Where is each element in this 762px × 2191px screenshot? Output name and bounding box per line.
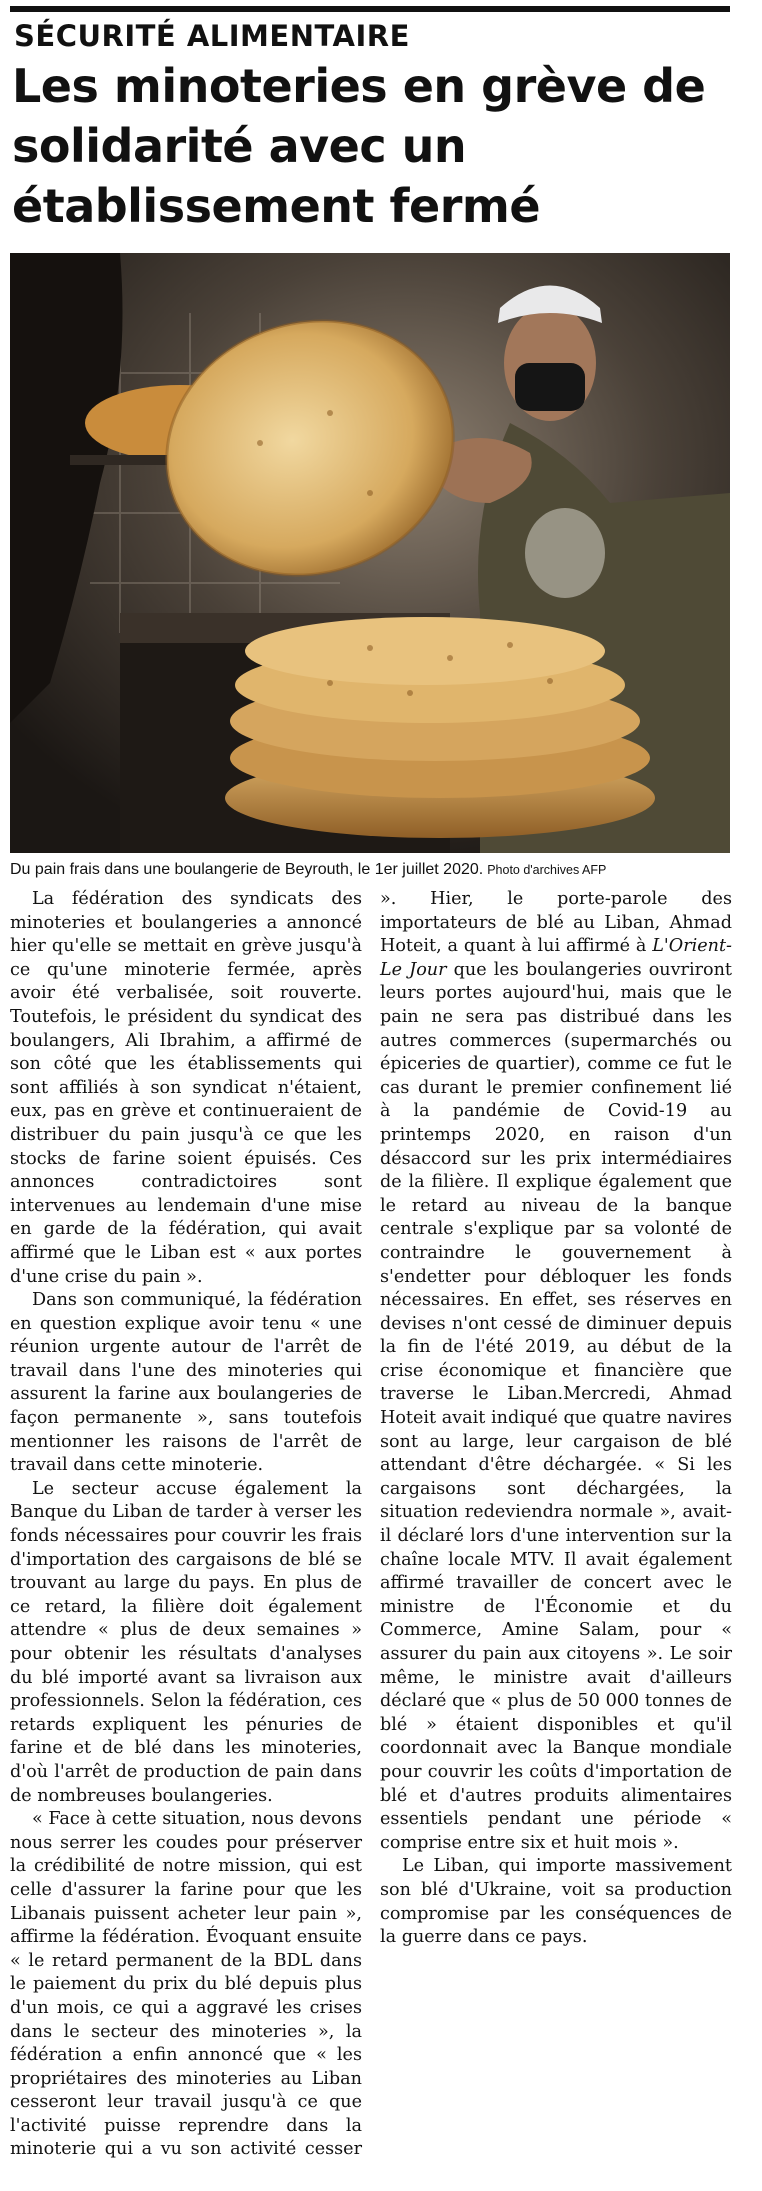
article-photo — [10, 253, 730, 853]
paragraph-4-continuation: Mercredi, Ahmad Hoteit avait indiqué que quatre navires sont au large, leur cargaison de blé attendant d'être déchargée. « Si les cargaisons sont déchargées, la situation redeviendra normale », avait-il déclaré lors d'une intervention sur la chaîne locale MTV. Il avait également affirmé travailler de concert avec le ministre de l'Économie et du Commerce, Amine Salam, pour « assurer du pain aux citoyens ». Le soir même, le ministre avait d'ailleurs déclaré que « plus de 50 000 tonnes de blé » étaient disponibles et qu'il coordonnait avec la Banque mondiale pour couvrir les coûts d'importation de blé et d'autres produits alimentaires essentiels pendant une période « comprise entre six et huit mois ». — [380, 1384, 733, 1853]
section-kicker: SÉCURITÉ ALIMENTAIRE — [14, 19, 410, 53]
article-headline: Les minoteries en grève de solidarité avec un établissement fermé — [12, 59, 706, 233]
top-rule — [10, 6, 730, 12]
paragraph-4-text: « Face à cette situation, nous devons nous serrer les coudes pour préserver la crédibilité de notre mission, qui est celle d'assurer la farine pour que les Libanais puissent acheter leur pain », affirme la fédération. Évoquant ensuite « le retard permanent de la BDL dans le paiement du prix du blé depuis plus d'un mois, ce qui a aggravé les crises dans le secteur des minoteries », la fédération a enfin annoncé que « les propriétaires des minoteries au Liban cesseront leur travail jusqu'à ce que l'activité puisse reprendre dans la minoterie qui a vu son activité cesser ». Hier, le porte-parole des importateurs de blé au Liban, Ahmad Hoteit, a quant à lui affirmé à — [10, 889, 732, 2160]
newspaper-name: L'Orient-Le Jour — [380, 936, 732, 980]
paragraph-4-tail: que les boulangeries ouvriront leurs portes aujourd'hui, mais que le pain ne sera pas distribué dans les autres commerces (supermarchés ou épiceries de quartier), comme ce fut le cas durant le premier confinement lié à la pandémie de Covid-19 au printemps 2020, en raison d'un désaccord sur les prix intermédiaires de la filière. Il explique également que le retard au niveau de la banque centrale s'explique par sa volonté de contraindre le gouvernement à s'endetter pour débloquer les fonds nécessaires. En effet, ses réserves en devises n'ont cessé de diminuer depuis la fin de l'été 2019, au début de la crise économique et financière que traverse le Liban. — [380, 959, 732, 1405]
caption-text: Du pain frais dans une boulangerie de Beyrouth, le 1er juillet 2020. — [10, 861, 484, 878]
paragraph-1: La fédération des syndicats des minoteries et boulangeries a annoncé hier qu'elle se mettait en grève jusqu'à ce qu'une minoterie fermée, après avoir été verbalisée, soit rouverte. Toutefois, le président du syndicat des boulangers, Ali Ibrahim, a affirmé de son côté que les établissements qui sont affiliés à son syndicat n'étaient, eux, pas en grève et continueraient de distribuer du pain jusqu'à ce que les stocks de farine soient épuisés. Ces annonces contradictoires sont intervenues au lendemain d'une mise en garde de la fédération, qui avait affirmé que le Liban est « aux portes d'une crise du pain ». — [10, 889, 362, 1287]
photo-caption — [10, 860, 730, 880]
article-body — [10, 888, 732, 2183]
paragraph-2: Dans son communiqué, la fédération en question explique avoir tenu « une réunion urgente autour de l'arrêt de travail dans l'une des minoteries qui assurent la farine aux boulangeries de façon permanente », sans toutefois mentionner les raisons de l'arrêt de travail dans cette minoterie. — [10, 1290, 362, 1476]
photo-credit: Photo d'archives AFP — [487, 863, 607, 877]
paragraph-3: Le secteur accuse également la Banque du Liban de tarder à verser les fonds nécessaires pour couvrir les frais d'importation des cargaisons de blé se trouvant au large du pays. En plus de ce retard, la filière doit également attendre « plus de deux semaines » pour obtenir les résultats d'analyses du blé importé avant sa livraison aux professionnels. Selon la fédération, ces retards expliquent les pénuries de farine et de blé dans les minoteries, d'où l'arrêt de production de pain dans de nombreuses boulangeries. — [10, 1478, 362, 1806]
paragraph-5: Le Liban, qui importe massivement son blé d'Ukraine, voit sa production compromise par les conséquences de la guerre dans ce pays. — [380, 1856, 732, 1948]
